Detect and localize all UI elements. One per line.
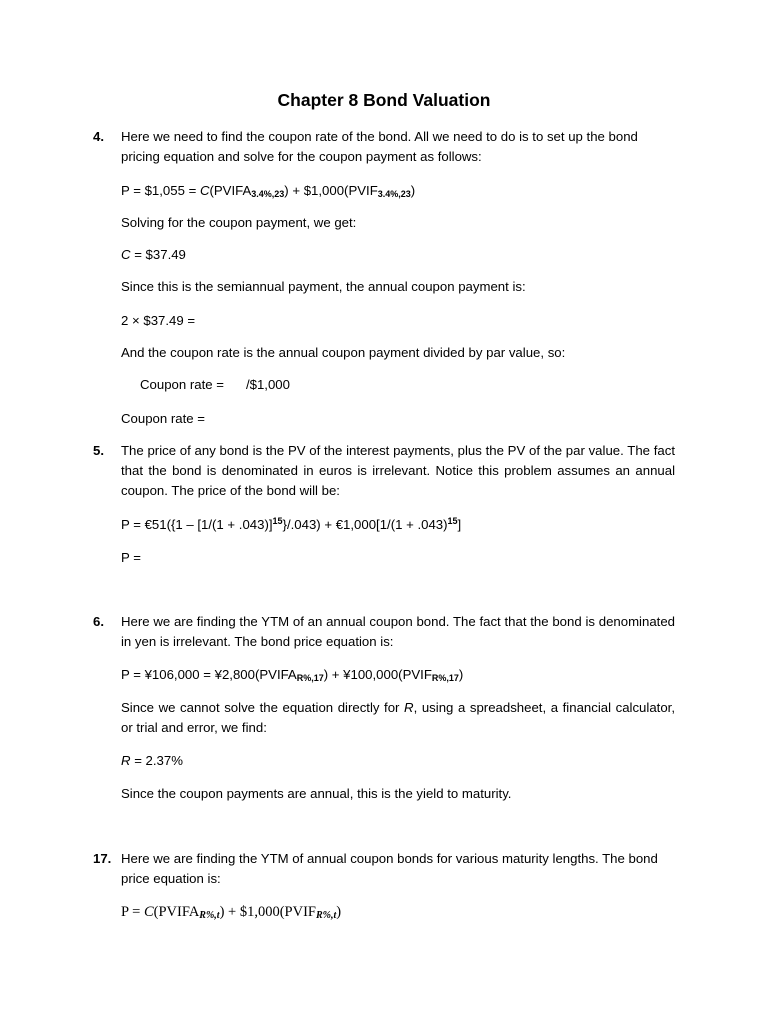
problem-4-rate-formula: Coupon rate = /$1,000	[140, 377, 290, 392]
problem-4-annual-calc: 2 × $37.49 =	[121, 313, 196, 328]
problem-6-r-value: R = 2.37%	[121, 753, 183, 768]
problem-4-equation: P = $1,055 = $C(PVIFA_{3.4\%,23})$ + $\$1,000(PVIF_{3.4\%,23})$	[121, 183, 416, 199]
page-title: Chapter 8 Bond Valuation	[277, 90, 491, 110]
problem-4-intro: Here we need to find the coupon rate of the bond. All we need to do is to set up the bond pricing equation and solve for the coupon payment as follows:	[121, 129, 638, 164]
problem-4-number: 4.	[93, 129, 104, 144]
problem-6-solve-text: Since we cannot solve the equation directly for R, using a spreadsheet, a financial calculator, or trial and error, we find:	[121, 700, 675, 735]
problem-4-rate-result: Coupon rate =	[121, 411, 205, 426]
problem-4-semiannual-text: Since this is the semiannual payment, the annual coupon payment is:	[121, 279, 526, 294]
problem-4-solving-text: Solving for the coupon payment, we get:	[121, 215, 357, 230]
problem-5-result: P =	[121, 550, 141, 565]
problem-17-number: 17.	[93, 851, 112, 866]
problem-6-intro: Here we are finding the YTM of an annual coupon bond. The fact that the bond is denominated in yen is irrelevant. The bond price equation is:	[121, 614, 675, 649]
problem-5-number: 5.	[93, 443, 104, 458]
problem-6-number: 6.	[93, 614, 104, 629]
problem-4-rate-intro: And the coupon rate is the annual coupon payment divided by par value, so:	[121, 345, 566, 360]
problem-5-intro: The price of any bond is the PV of the interest payments, plus the PV of the par value. The fact that the bond is denominated in euros is irrelevant. Notice this problem assumes an annual coupon. The price of the bond will be:	[121, 443, 675, 498]
problem-17-equation: $P = C(PVIFA_{R\%,t})$ + $\$1,000(PVIF_{R\%,t})$	[121, 904, 342, 921]
problem-5-equation: P = €51({1 – $[1/(1 + .043)]^{15}\}/.043$) + €1,000[1/(1 + .043)$^{15}$]	[121, 516, 462, 532]
problem-6-equation: P = ¥106,000 = $¥2,800(PVIFA_{R\%,17})$ + $¥100,000(PVIF_{R\%,17})$	[121, 667, 464, 683]
problem-6-conclusion: Since the coupon payments are annual, this is the yield to maturity.	[121, 786, 512, 801]
problem-4-coupon-payment: C = $37.49	[121, 247, 186, 262]
problem-17-intro: Here we are finding the YTM of annual coupon bonds for various maturity lengths. The bond price equation is:	[121, 851, 658, 886]
